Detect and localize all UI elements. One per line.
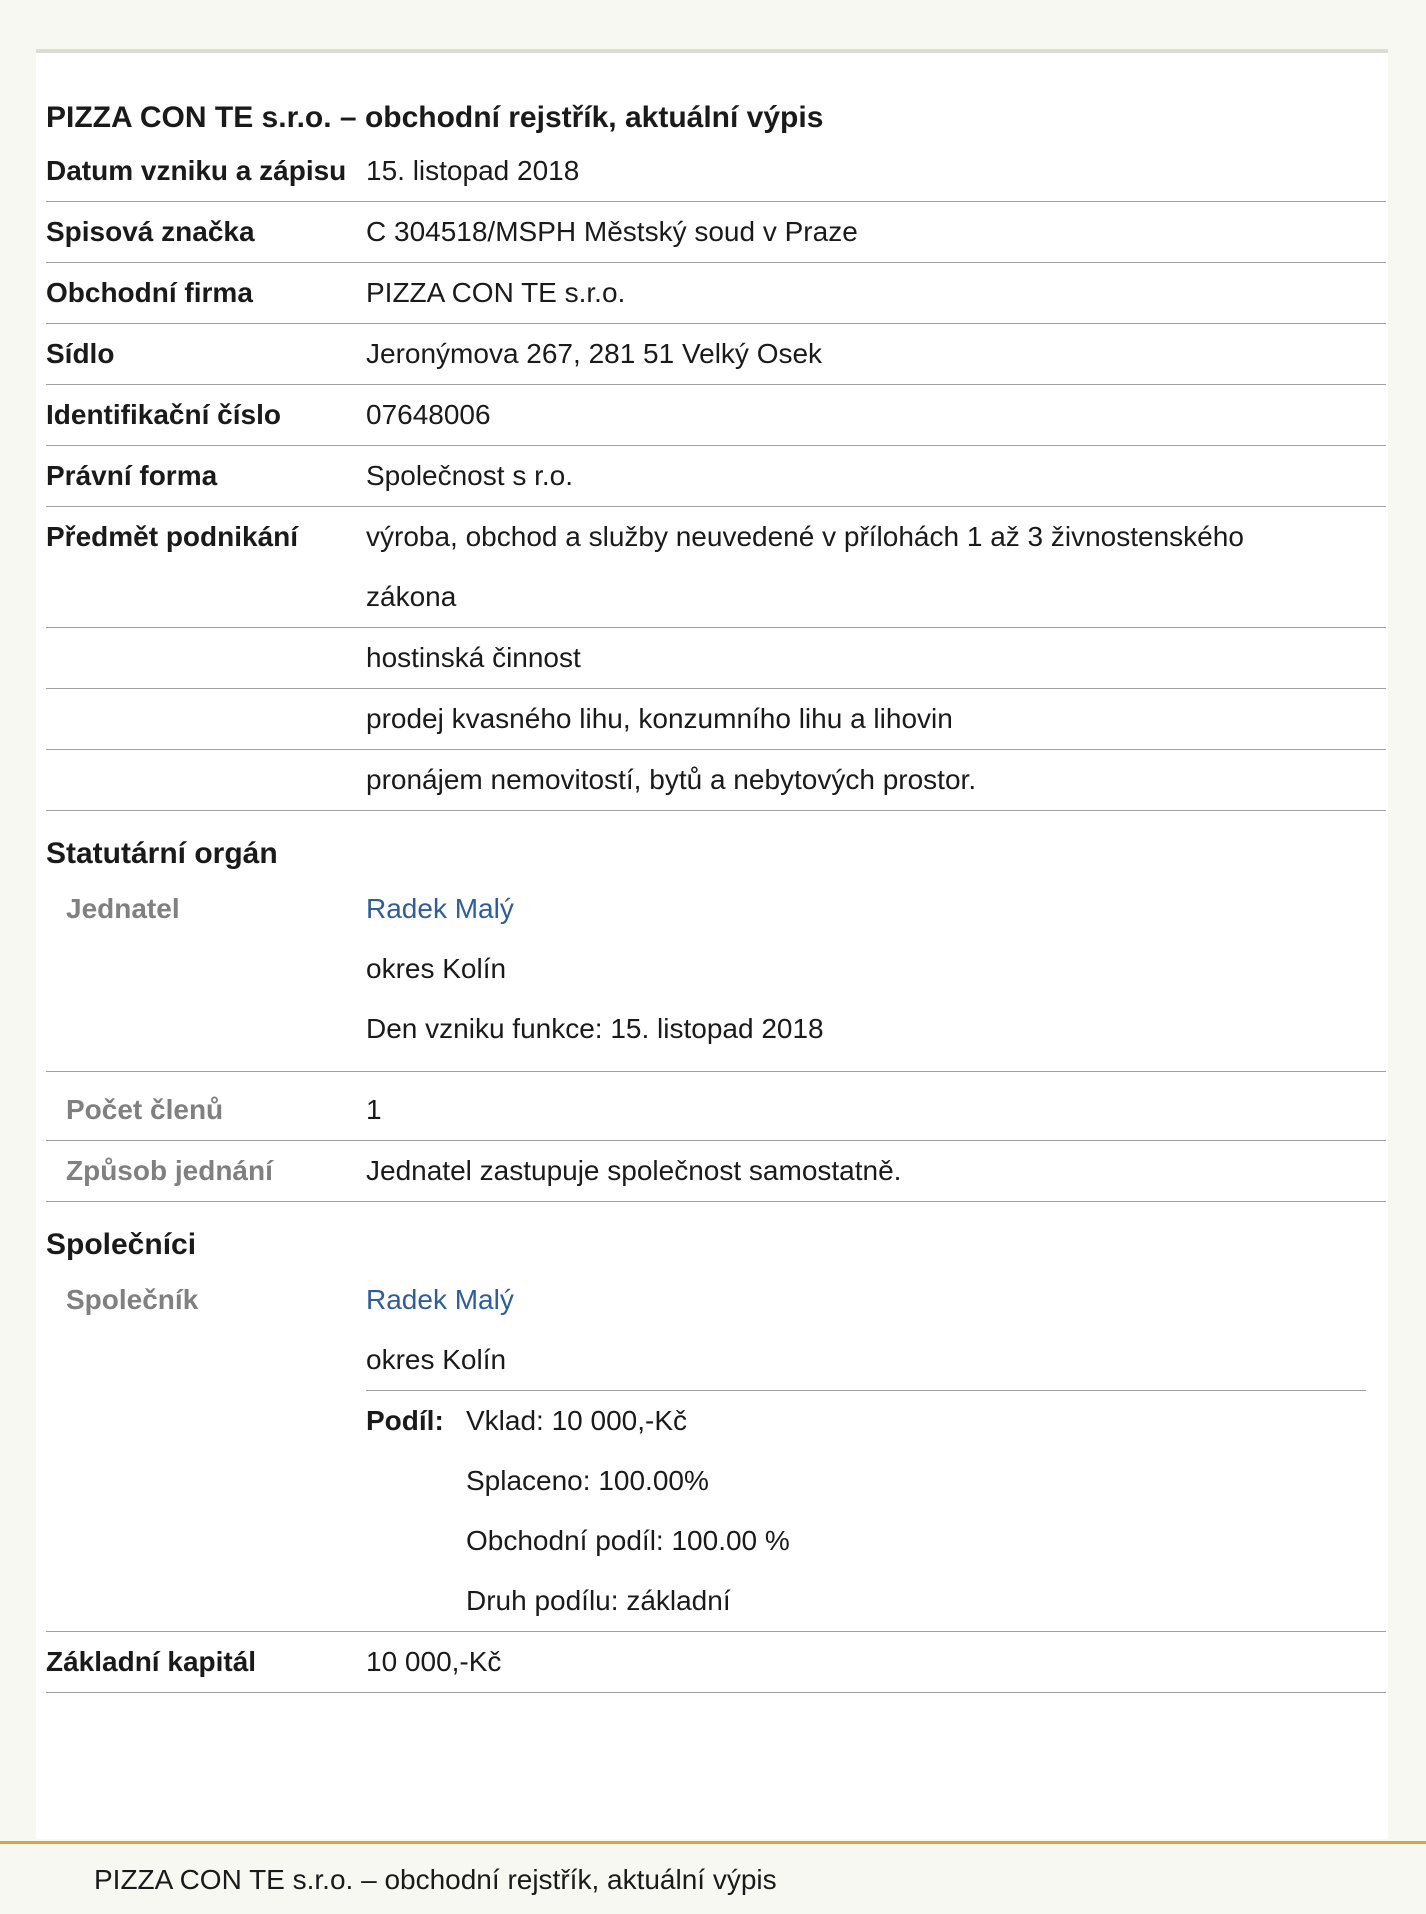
share-details: [466, 1391, 790, 1631]
row-value: hostinská činnost: [366, 642, 581, 673]
row-pocet-clenu: [46, 1072, 1386, 1141]
row-label-empty: [46, 628, 366, 688]
share-druh: Druh podílu: základní: [466, 1585, 731, 1616]
row-value: PIZZA CON TE s.r.o.: [366, 277, 626, 308]
row-value: 07648006: [366, 399, 491, 430]
row-label: Právní forma: [46, 460, 218, 491]
row-value: prodej kvasného lihu, konzumního lihu a lihovin: [366, 703, 953, 734]
row-label: [46, 141, 366, 201]
row-label: Jednatel: [66, 893, 180, 924]
registry-panel: [36, 53, 1388, 1839]
row-value: Jeronýmova 267, 281 51 Velký Osek: [366, 338, 823, 369]
share-label: Podíl:: [366, 1405, 444, 1436]
row-label: Spisová značka: [46, 216, 255, 247]
share-splaceno: Splaceno: 100.00%: [466, 1465, 709, 1496]
row-value: [366, 1270, 1386, 1631]
row-value: 15. listopad 2018: [366, 155, 580, 186]
section-statutarni-organ: Statutární orgán: [46, 837, 278, 870]
row-jednatel: [46, 879, 1386, 1072]
row-value: Jednatel zastupuje společnost samostatně.: [366, 1155, 902, 1186]
row-pravni-forma: [46, 446, 1386, 507]
row-predmet-3: [46, 689, 1386, 750]
label-text: Datum vzniku a zápisu: [46, 155, 347, 186]
row-predmet-1: [46, 507, 1386, 628]
row-spolecnik: [46, 1270, 1386, 1632]
row-label: Společník: [66, 1284, 199, 1315]
row-value: 10 000,-Kč: [366, 1646, 502, 1677]
row-predmet-2: [46, 628, 1386, 689]
row-zpusob-jednani: [46, 1141, 1386, 1202]
row-label: Identifikační číslo: [46, 399, 281, 430]
person-vznik: Den vzniku funkce: 15. listopad 2018: [366, 1013, 824, 1044]
section-spolecnici: Společníci: [46, 1228, 197, 1261]
row-sidlo: [46, 324, 1386, 385]
row-spisova-znacka: [46, 202, 1386, 263]
row-value: výroba, obchod a služby neuvedené v přílohách 1 až 3 živnostenského zákona: [366, 521, 1244, 612]
share-obchodni-podil: Obchodní podíl: 100.00 %: [466, 1525, 790, 1556]
row-value: C 304518/MSPH Městský soud v Praze: [366, 216, 858, 247]
share-vklad: Vklad: 10 000,-Kč: [466, 1405, 688, 1436]
row-value: Společnost s r.o.: [366, 460, 574, 491]
registry-content: [46, 53, 1386, 1693]
row-predmet-4: [46, 750, 1386, 811]
row-label-empty: [46, 689, 366, 749]
row-ico: [46, 385, 1386, 446]
person-okres: okres Kolín: [366, 953, 507, 984]
row-zakladni-kapital: [46, 1632, 1386, 1693]
share-block: [366, 1390, 1366, 1631]
footer-divider: [0, 1841, 1426, 1844]
row-label: Počet členů: [66, 1094, 224, 1125]
row-label-empty: [46, 750, 366, 810]
row-label: Způsob jednání: [66, 1155, 273, 1186]
person-okres: okres Kolín: [366, 1344, 507, 1375]
row-value: [366, 879, 1386, 1071]
row-datum-vzniku: [46, 141, 1386, 202]
row-value: 1: [366, 1094, 382, 1125]
row-obchodni-firma: [46, 263, 1386, 324]
row-label: Základní kapitál: [46, 1646, 257, 1677]
footer-title: PIZZA CON TE s.r.o. – obchodní rejstřík, aktuální výpis: [94, 1864, 777, 1895]
row-label: Sídlo: [46, 338, 115, 369]
person-link[interactable]: Radek Malý: [366, 1284, 514, 1315]
person-link[interactable]: Radek Malý: [366, 893, 514, 924]
row-value: pronájem nemovitostí, bytů a nebytových prostor.: [366, 764, 977, 795]
page-title: PIZZA CON TE s.r.o. – obchodní rejstřík, aktuální výpis: [46, 101, 824, 134]
row-label: Předmět podnikání: [46, 521, 299, 552]
row-label: Obchodní firma: [46, 277, 253, 308]
